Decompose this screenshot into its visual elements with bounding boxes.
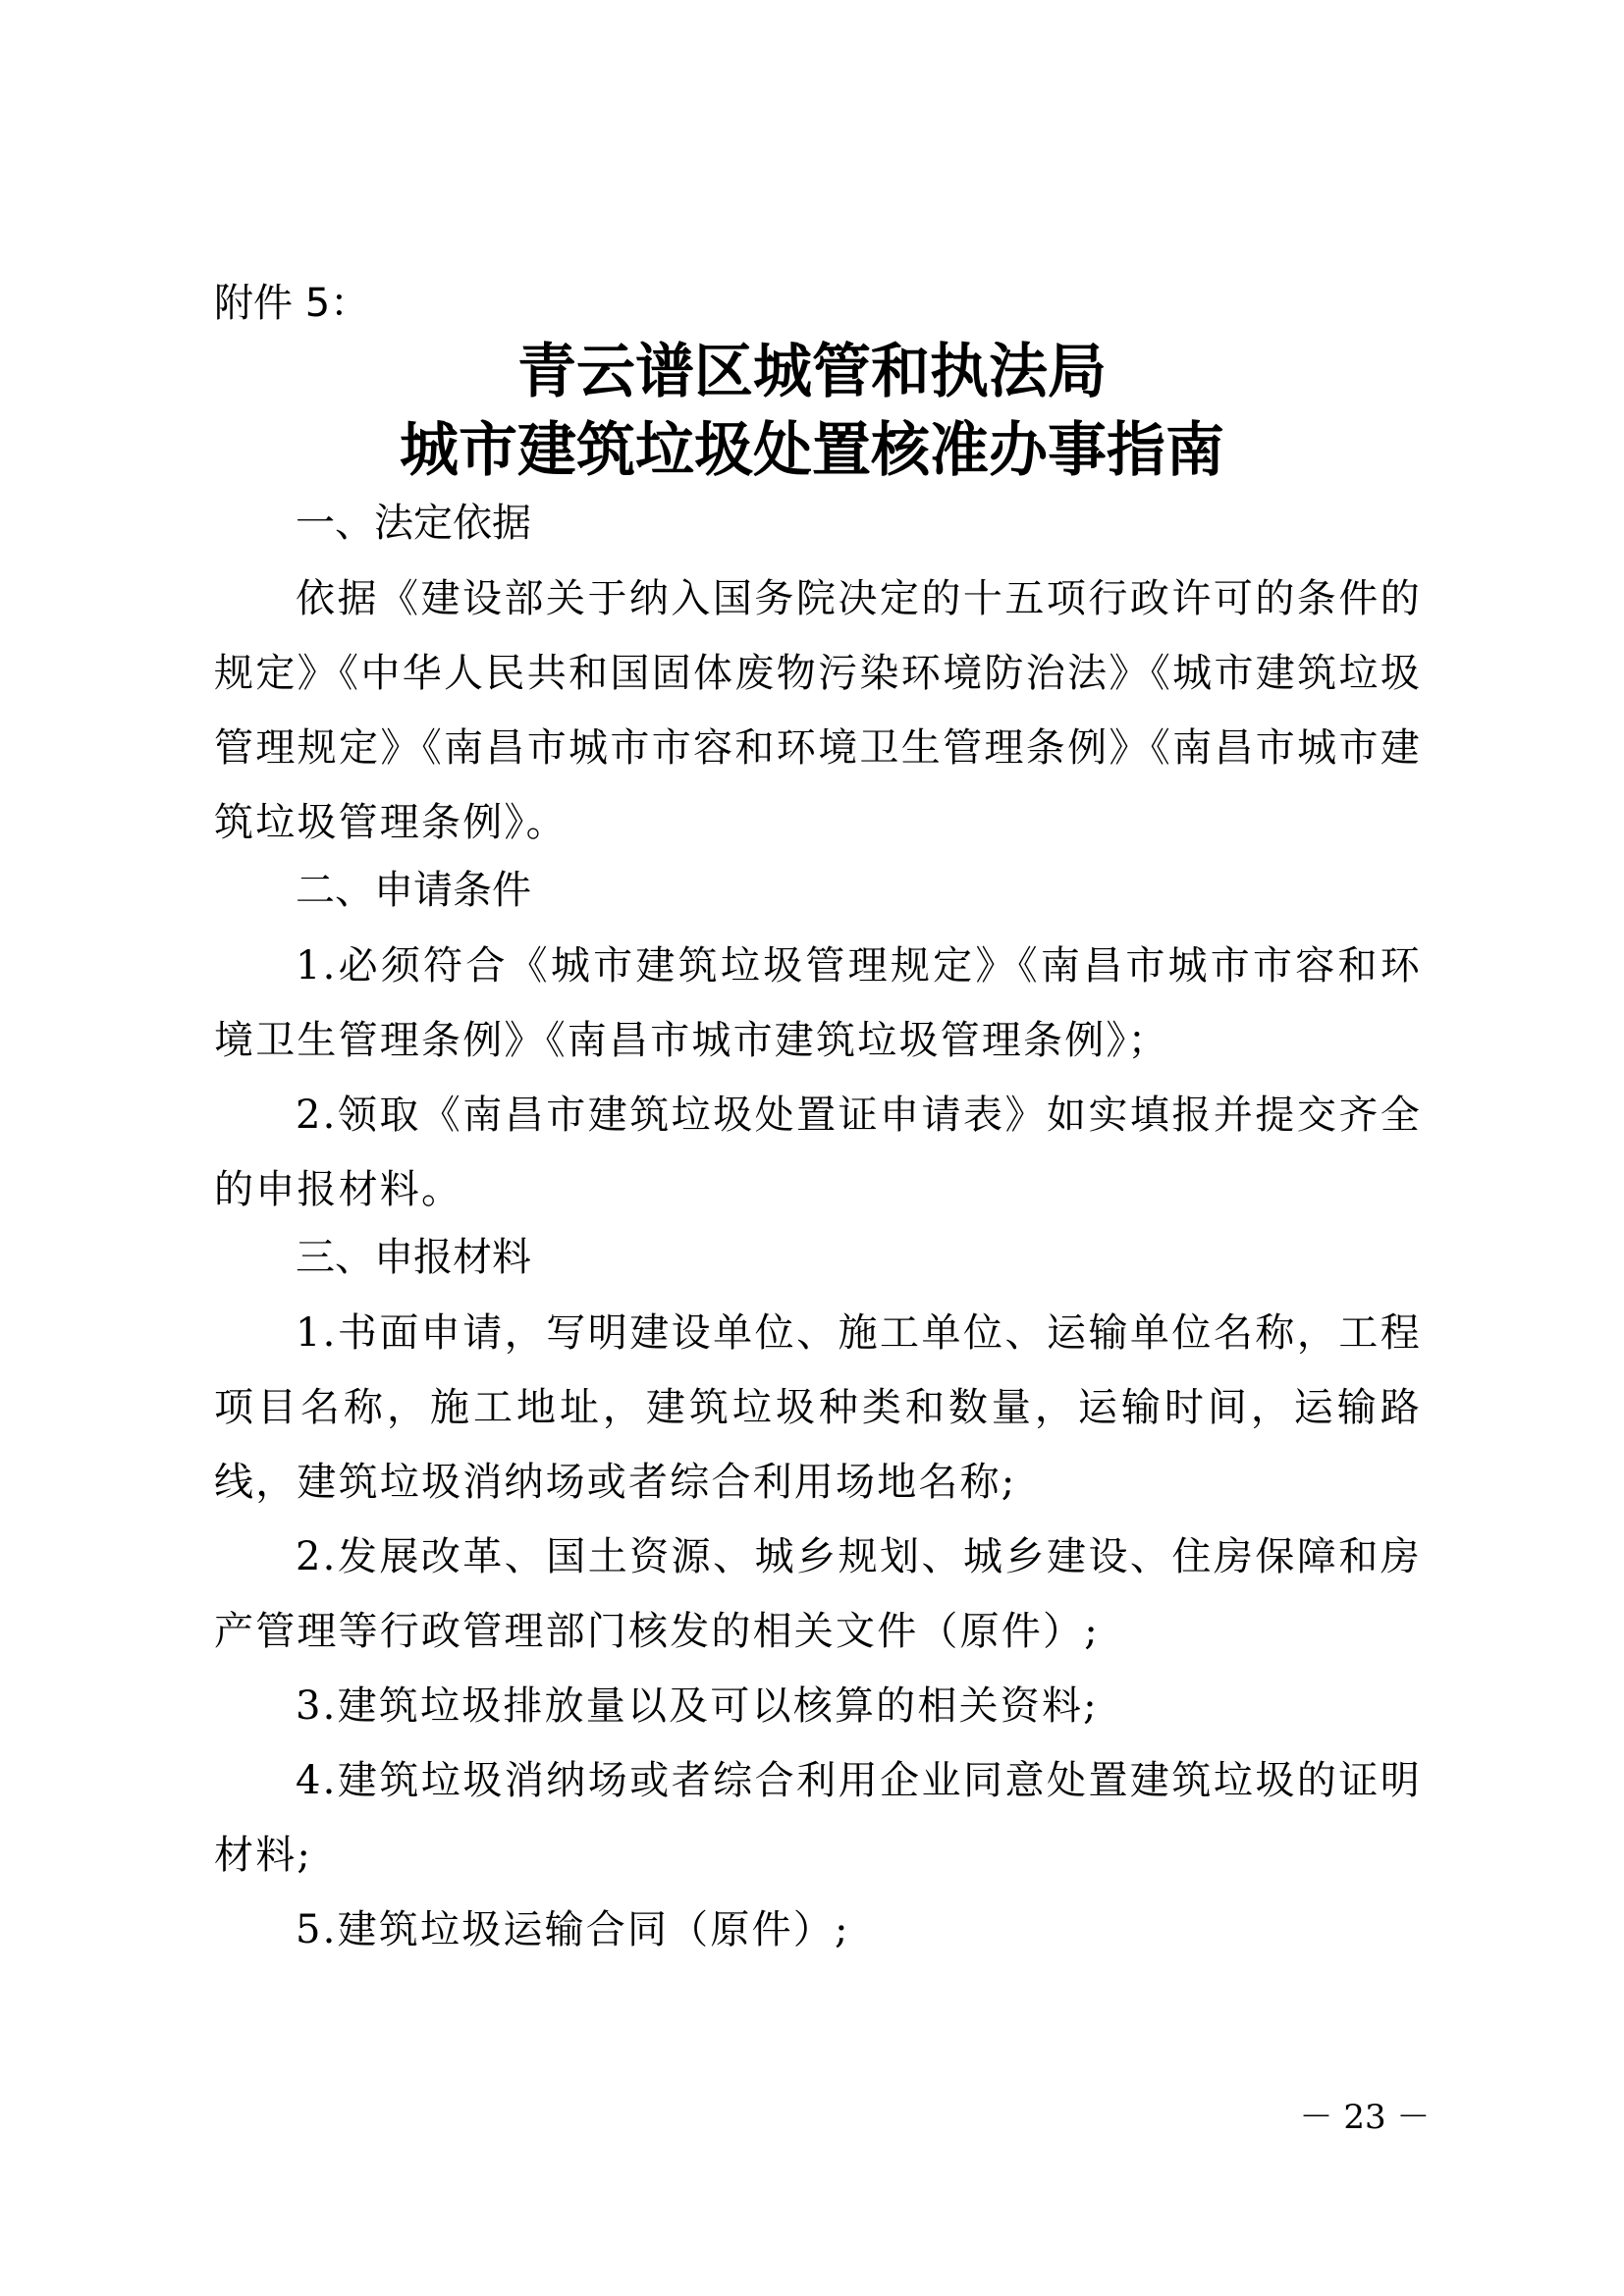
page-number: － 23 － [1299, 2098, 1431, 2137]
paragraph-material-1: 1.书面申请，写明建设单位、施工单位、运输单位名称，工程项目名称，施工地址，建筑垃圾种类和数量，运输时间，运输路线，建筑垃圾消纳场或者综合利用场地名称; [214, 1310, 1422, 1505]
section-heading-application-conditions: 二、申请条件 [296, 868, 531, 913]
attachment-label: 附件 5： [214, 281, 370, 326]
paragraph-condition-1: 1.必须符合《城市建筑垃圾管理规定》《南昌市城市市容和环境卫生管理条例》《南昌市城市建筑垃圾管理条例》； [214, 943, 1422, 1063]
paragraph-material-5: 5.建筑垃圾运输合同（原件）; [296, 1907, 850, 1952]
paragraph-legal-basis: 依据《建设部关于纳入国务院决定的十五项行政许可的条件的规定》《中华人民共和国固体废物污染环境防治法》《城市建筑垃圾管理规定》《南昌市城市市容和环境卫生管理条例》《南昌市城市建筑垃圾管理条例》。 [214, 576, 1422, 845]
paragraph-material-3: 3.建筑垃圾排放量以及可以核算的相关资料; [296, 1683, 1099, 1729]
document-title-line-1: 青云谱区城管和执法局 [517, 338, 1107, 406]
paragraph-condition-2: 2.领取《南昌市建筑垃圾处置证申请表》如实填报并提交齐全的申报材料。 [214, 1093, 1422, 1212]
paragraph-material-4: 4.建筑垃圾消纳场或者综合利用企业同意处置建筑垃圾的证明材料; [214, 1758, 1422, 1878]
section-heading-legal-basis: 一、法定依据 [296, 501, 531, 546]
document-title-line-2: 城市建筑垃圾处置核准办事指南 [400, 416, 1224, 485]
paragraph-material-2: 2.发展改革、国土资源、城乡规划、城乡建设、住房保障和房产管理等行政管理部门核发的相关文件（原件）; [214, 1534, 1422, 1654]
section-heading-application-materials: 三、申报材料 [296, 1235, 531, 1280]
